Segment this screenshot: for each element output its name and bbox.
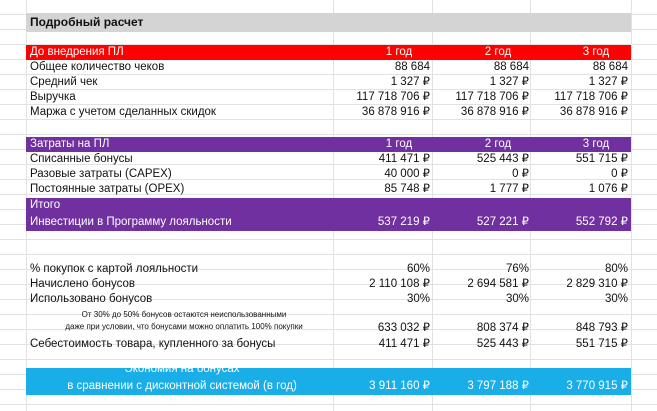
cell-year-3: 30% [604,293,628,305]
savings-year-1: 3 911 160 ₽ [369,380,430,392]
cell-year-3: 551 715 ₽ [575,153,628,165]
total-year-2: 527 221 ₽ [476,216,529,228]
cell-year-2: 808 374 ₽ [476,322,529,334]
row-label: Средний чек [30,76,98,88]
row-label: Начислено бонусов [30,278,135,290]
section-title [26,13,631,32]
table-row [26,105,631,120]
cell-year-1: 36 878 916 ₽ [361,106,430,118]
cell-year-2: 30% [505,293,529,305]
cell-year-2: 117 718 706 ₽ [455,91,529,103]
year-2-header: 2 год [484,46,512,58]
table-row [26,262,631,277]
year-3-header: 3 год [582,138,610,150]
unused-bonus-note-line-1: От 30% до 50% бонусов остаются неиспользованными [81,310,287,319]
gridline [631,0,632,411]
cell-year-1: 1 327 ₽ [390,76,430,88]
cell-year-2: 0 ₽ [512,168,529,180]
total-block [26,198,631,231]
total-year-1: 537 219 ₽ [377,216,430,228]
savings-label-line-1: Экономия на бонусах [124,363,240,375]
table-row [26,75,631,90]
cell-year-2: 36 878 916 ₽ [460,106,529,118]
costs-header-label: Затраты на ПЛ [30,138,110,150]
total-year-3: 552 792 ₽ [575,216,628,228]
note-row [26,309,631,337]
row-label: Общее количество чеков [30,61,165,73]
cell-year-3: 80% [604,263,628,275]
year-3-header: 3 год [582,46,610,58]
cell-year-1: 88 684 [394,61,430,73]
row-label: Разовые затраты (CAPEX) [30,168,172,180]
cell-year-2: 525 443 ₽ [476,153,529,165]
table-row [26,152,631,167]
costs-header-row [26,137,631,152]
cell-year-1: 411 471 ₽ [378,338,430,350]
cell-year-3: 117 718 706 ₽ [554,91,628,103]
cell-year-1: 633 032 ₽ [377,322,430,334]
cell-year-1: 40 000 ₽ [384,168,430,180]
year-2-header: 2 год [484,138,512,150]
cell-year-2: 2 694 581 ₽ [467,278,529,290]
savings-label-line-2: в сравнении с дисконтной системой (в год) [67,380,297,392]
table-row [26,182,631,197]
page-title: Подробный расчет [30,15,144,29]
row-label: Маржа с учетом сделанных скидок [30,106,216,118]
cell-year-1: 30% [406,293,430,305]
year-1-header: 1 год [385,46,413,58]
table-row [26,337,631,352]
cell-year-3: 1 076 ₽ [588,183,628,195]
before-header-label: До внедрения ПЛ [30,46,124,58]
row-label: % покупок с картой лояльности [30,263,199,275]
table-row [26,277,631,292]
cell-year-1: 411 471 ₽ [378,153,430,165]
cell-year-2: 1 327 ₽ [489,76,529,88]
unused-bonus-note-line-2: даже при условии, что бонусами можно оплатить 100% покупки [65,322,303,331]
cell-year-3: 88 684 [592,61,628,73]
row-label: Себестоимость товара, купленного за бонусы [30,338,276,350]
before-header-row [26,45,631,60]
cell-year-1: 2 110 108 ₽ [369,278,430,290]
table-row [26,90,631,105]
cell-year-3: 0 ₽ [611,168,628,180]
cell-year-3: 36 878 916 ₽ [559,106,628,118]
cell-year-3: 2 829 310 ₽ [566,278,628,290]
savings-block [26,363,631,395]
table-row [26,292,631,307]
investments-label: Инвестиции в Программу лояльности [30,216,232,228]
row-label: Постоянные затраты (OPEX) [30,183,185,195]
cell-year-1: 60% [406,263,430,275]
table-row [26,167,631,182]
cell-year-2: 1 777 ₽ [489,183,529,195]
cell-year-2: 88 684 [493,61,529,73]
cell-year-1: 85 748 ₽ [384,183,430,195]
table-row [26,60,631,75]
cell-year-3: 1 327 ₽ [588,76,628,88]
savings-year-3: 3 770 915 ₽ [566,380,628,392]
row-label: Использовано бонусов [30,293,153,305]
cell-year-1: 117 718 706 ₽ [356,91,430,103]
savings-year-2: 3 797 188 ₽ [467,380,529,392]
cell-year-3: 848 793 ₽ [575,322,628,334]
row-label: Выручка [30,91,76,103]
year-1-header: 1 год [385,138,413,150]
cell-year-2: 525 443 ₽ [476,338,529,350]
total-label: Итого [30,199,61,211]
cell-year-2: 76% [505,263,529,275]
row-label: Списанные бонусы [30,153,133,165]
cell-year-3: 551 715 ₽ [575,338,628,350]
